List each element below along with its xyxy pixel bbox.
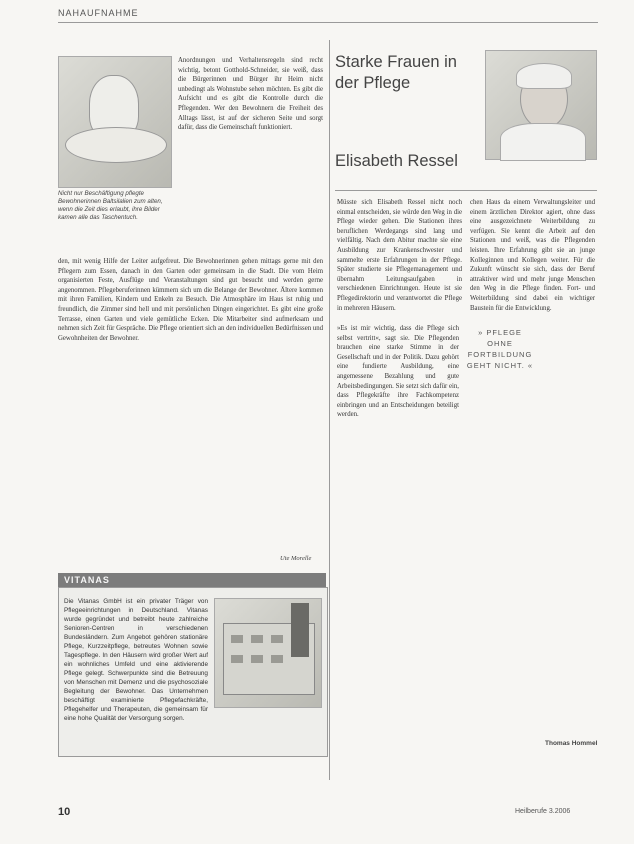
building-photo	[214, 598, 322, 708]
portrait-photo	[485, 50, 597, 160]
pitcher-photo	[58, 56, 172, 188]
column-divider	[329, 40, 330, 780]
page-number: 10	[58, 806, 71, 818]
right-column-1: Müsste sich Elisabeth Ressel nicht noch einmal entscheiden, sie würde den Weg in die Pflege wieder gehen. Die Stationen ihres beruflichen Werdegangs sind lang und vielfältig. Nach dem Abitur machte sie eine Ausbildung zur Krankenschwester und sammelte erste Erfahrungen in der Pflege. Später studierte sie Pflegemanagement und übernahm Leitungsaufgaben in verschiedenen Einrichtungen. Heute ist sie Pflegedirektorin und verantwortet die Pflege in mehreren Häusern.	[337, 199, 462, 312]
issue-label: Heilberufe 3.2006	[515, 808, 571, 815]
section-header: NAHAUFNAHME	[58, 8, 139, 18]
left-column-top: Anordnungen und Verhaltensregeln sind recht wichtig, betont Gotthold-Schneider, sie weiß, dass die Bürgerinnen und Bürger ihr Heim nicht unbedingt als Wohnstube sehen möchten. Es gibt die Aufsicht und es gibt die Kontrolle durch die Pflegenden. Wer den Bewohnern die Freiheit des Alltags lässt, ist auf der sicheren Seite und sorgt dafür, dass die Gemeinschaft funktioniert.	[178, 57, 323, 132]
title-rule	[335, 190, 597, 191]
photo-caption: Nicht nur Beschäftigung pflegte Bewohnerinnen Baltsilalien zum alten, wenn die Zeit dies erlaubt, ihre Bilder kamen alle das Taschentuch.	[58, 190, 163, 221]
vitanas-label: VITANAS	[64, 575, 110, 585]
article-name: Elisabeth Ressel	[335, 152, 458, 170]
right-column-2: chen Haus da einem Verwaltungsleiter und einem ärztlichen Direktor agiert, ohne dass eine ausgezeichnete Weiterbildung zu verfügen. Sie kennt die Arbeit auf den Stationen und weiß, was die Pflegenden leisten. Ihre Erfahrung gibt sie an junge Kolleginnen und Kollegen weiter. Für die Zukunft wünscht sie sich, dass der Beruf attraktiver wird und mehr junge Menschen den Weg in die Pflege finden. Fort- und Weiterbildung sind dabei ein wichtiger Baustein für die Entwicklung.	[470, 199, 595, 312]
right-column-1b: »Es ist mir wichtig, dass die Pflege sich selbst vertritt«, sagt sie. Die Pflegenden brauchen eine starke Stimme in der Gesellschaft und in der Politik. Dazu gehört eine fundierte Ausbildung, eine angemessene Bezahlung und gute Arbeitsbedingungen. Sie setzt sich dafür ein, dass Pflegekräfte ihre Fachkompetenz einbringen und an Entscheidungen beteiligt werden.	[337, 325, 459, 419]
vitanas-text: Die Vitanas GmbH ist ein privater Träger von Pflegeeinrichtungen in Deutschland. Vitanas wurde gegründet und betreibt heute zahlreiche Senioren-Centren in verschiedenen Bundesländern. Zum Angebot gehören stationäre Pflege, Kurzzeitpflege, betreutes Wohnen sowie Tagespflege. In den Häusern wird großer Wert auf ein wohnliches Umfeld und eine aktivierende Pflege gelegt. Schwerpunkte sind die Betreuung von Menschen mit Demenz und die psychosoziale Begleitung der Bewohner. Das Unternehmen beschäftigt examinierte Pflegefachkräfte, Pflegehelfer und Therapeuten, die gemeinsam für eine hohe Qualität der Versorgung sorgen.	[64, 598, 208, 722]
left-author: Ute Morelle	[280, 555, 312, 562]
article-title: Starke Frauen in der Pflege	[335, 53, 457, 92]
right-column-2b	[470, 372, 595, 732]
right-author: Thomas Hommel	[545, 740, 598, 747]
left-column-main: den, mit wenig Hilfe der Leiter aufgefreut. Die Bewohnerinnen gehen mittags gerne mit den Pflegern zum Essen, danach in den Garten oder gemeinsam in die Stadt. Die vom Heim organisierten Feste, Ausflüge und Veranstaltungen sind gut besucht und werden gerne angenommen. Pflegeberuferinnen kümmern sich um die Belange der Bewohner. Ältere kommen mit ihren Familien, Kindern und Enkeln zu Besuch. Die Atmosphäre im Haus ist ruhig und freundlich, die Zimmer sind hell und mit persönlichen Dingen eingerichtet. Es gibt eine große Terrasse, einen Garten und viele gemütliche Ecken. Die Mitarbeiter sind aufmerksam und nehmen sich Zeit für Gespräche. Die Pflege orientiert sich an den individuellen Bedürfnissen und Gewohnheiten der Bewohner.	[58, 258, 323, 342]
header-rule	[58, 22, 598, 23]
pull-quote: » PFLEGE OHNE FORTBILDUNG GEHT NICHT. «	[466, 328, 534, 370]
